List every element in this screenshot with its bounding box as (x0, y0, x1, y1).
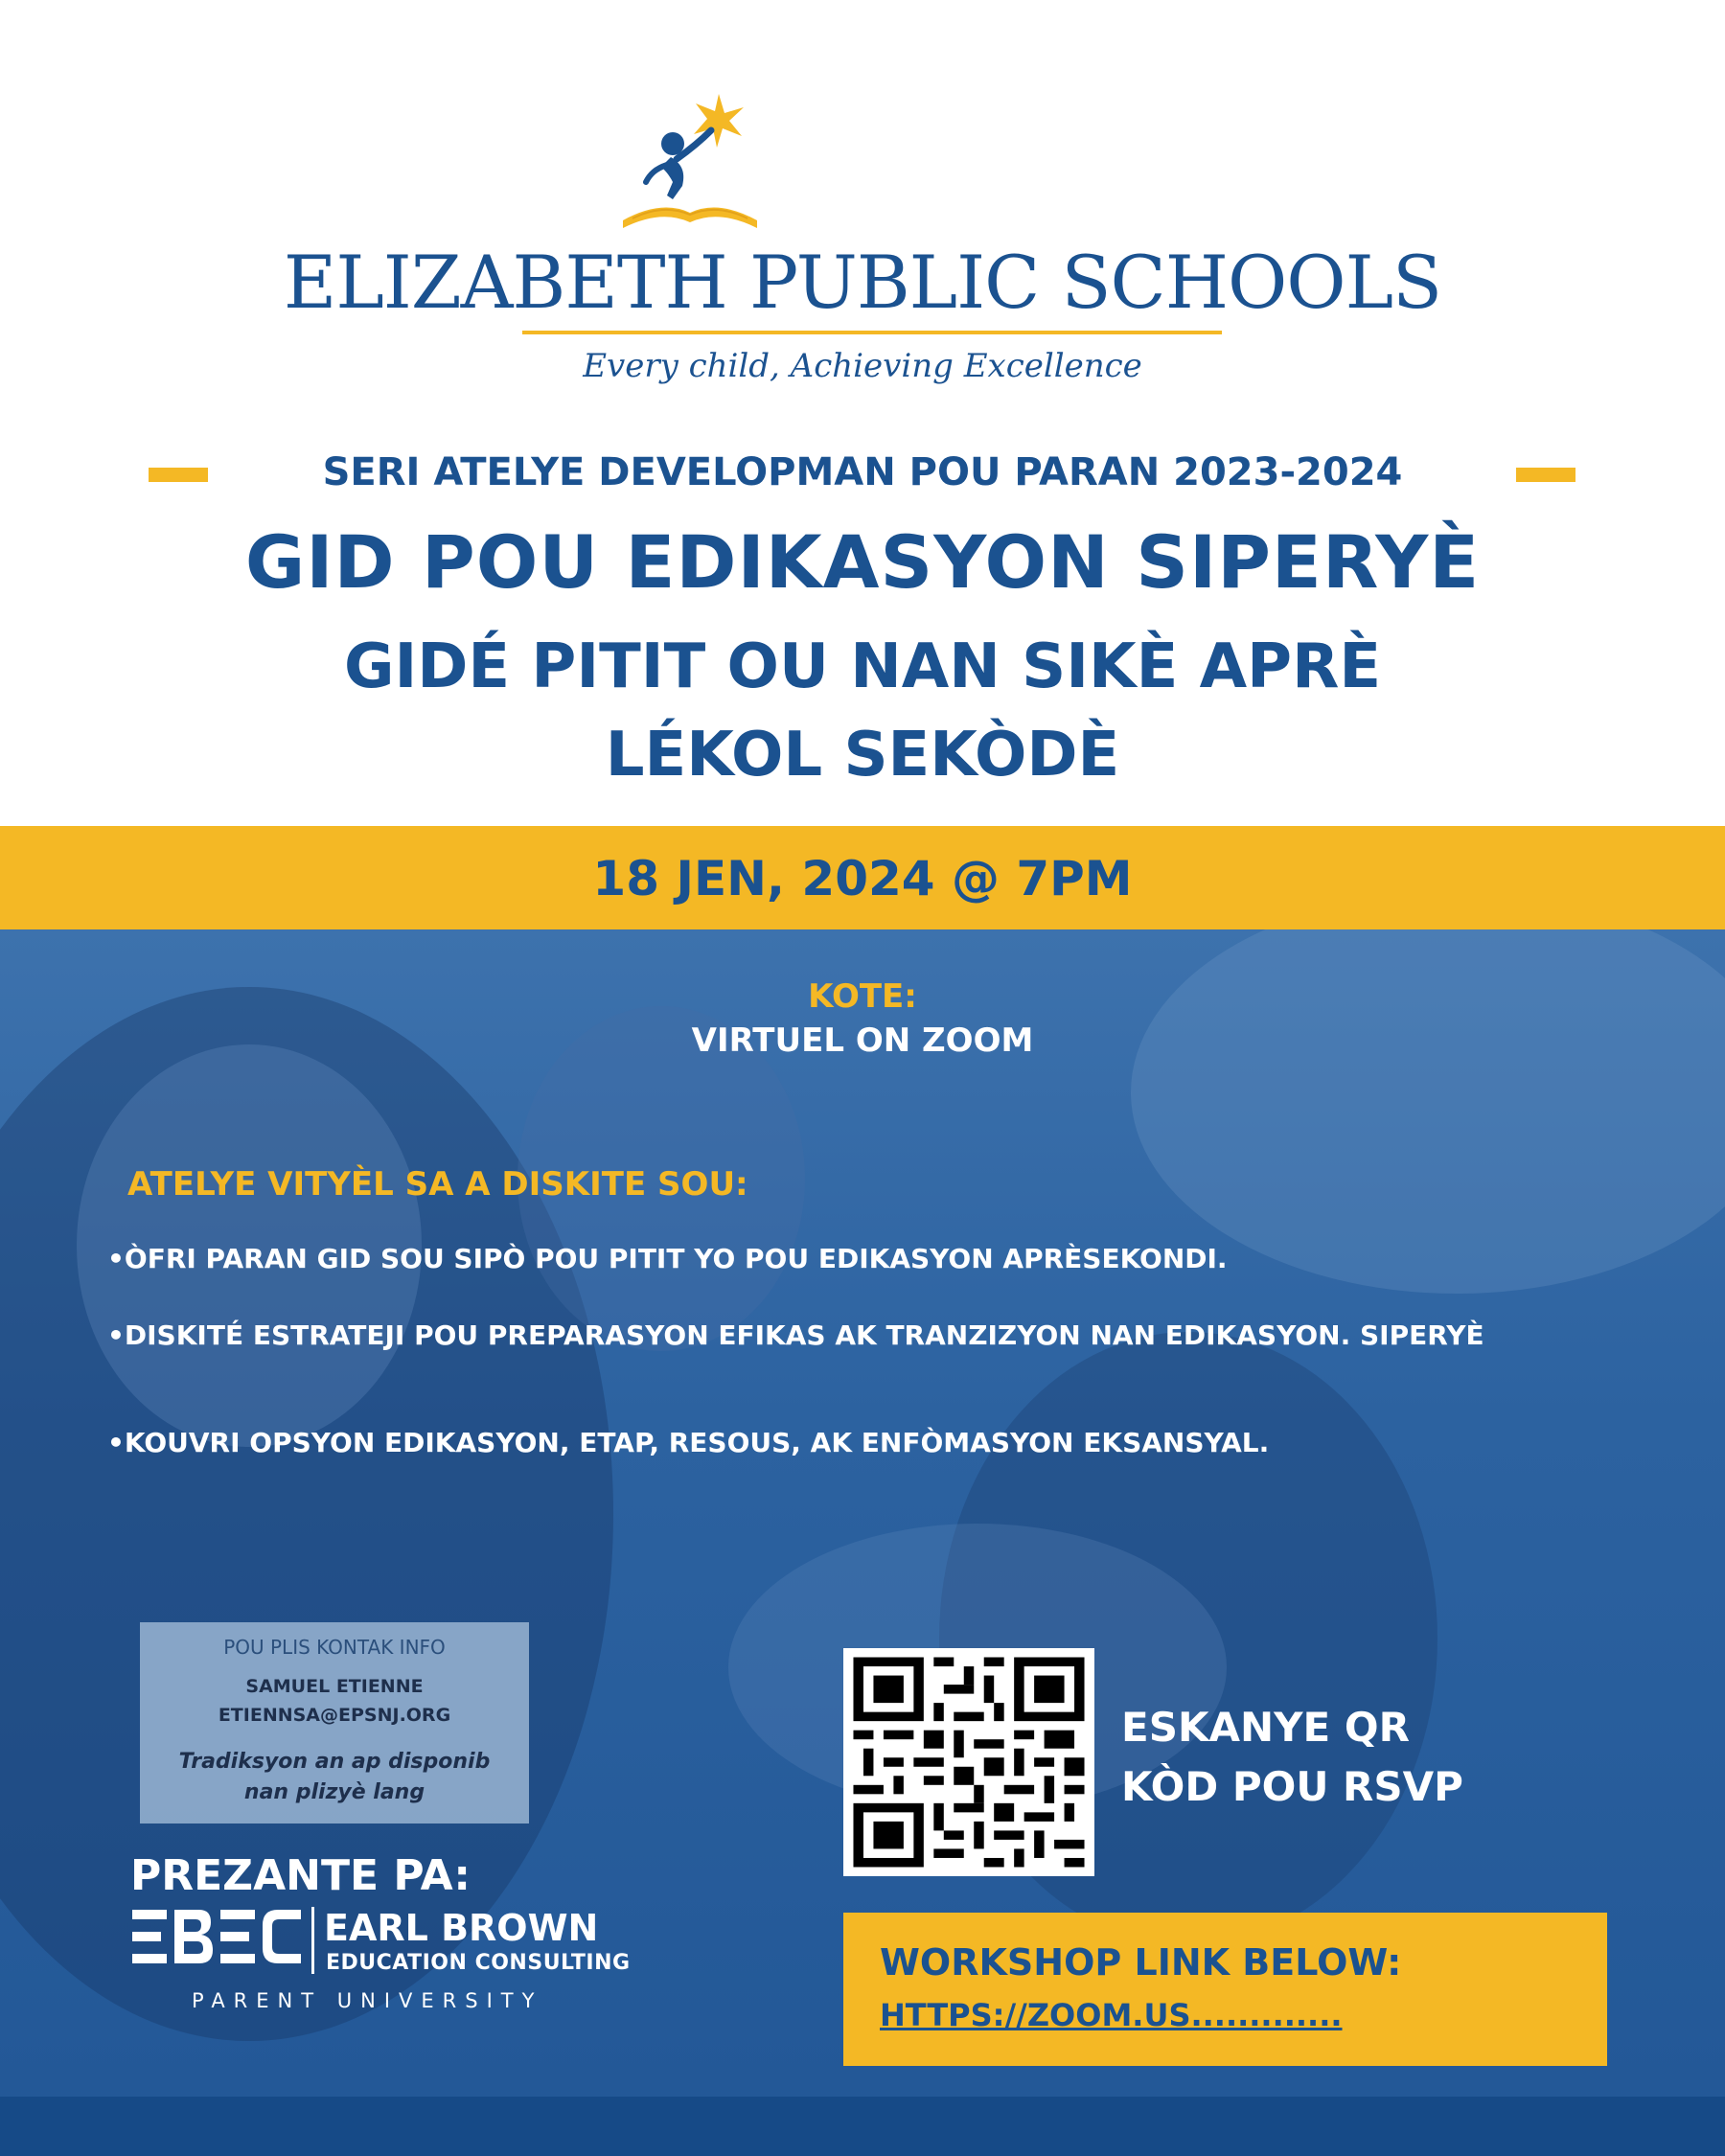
qr-instructions (1121, 1698, 1463, 1817)
location-value: VIRTUEL ON ZOOM (691, 1021, 1034, 1060)
translation-note-line-1: Tradiksyon an ap disponib (178, 1750, 491, 1774)
translation-note (140, 1747, 529, 1808)
event-date: 18 JEN, 2024 @ 7PM (592, 851, 1133, 906)
topics-heading: ATELYE VITYÈL SA A DISKITE SOU: (127, 1165, 748, 1204)
contact-name: SAMUEL ETIENNE (245, 1676, 424, 1697)
bottom-bar (0, 2097, 1725, 2156)
subtitle-line-2: LÉKOL SEKÒDÈ (605, 720, 1120, 791)
topic-item: •DISKITÉ ESTRATEJI POU PREPARASYON EFIKAS AK TRANZIZYON NAN EDIKASYON. SIPERYÈ (107, 1319, 1484, 1351)
school-name: ELIZABETH PUBLIC SCHOOLS (283, 240, 1442, 325)
workshop-link-label: WORKSHOP LINK BELOW: (880, 1941, 1402, 1984)
contact-email[interactable]: ETIENNSA@EPSNJ.ORG (218, 1705, 451, 1726)
page-subtitle (0, 623, 1725, 799)
topic-item: •KOUVRI OPSYON EDIKASYON, ETAP, RESOUS, AK ENFÒMASYON EKSANSYAL. (107, 1427, 1270, 1458)
presenter-name: EARL BROWN (324, 1907, 599, 1949)
contact-box (140, 1622, 529, 1823)
logo-divider (522, 331, 1222, 334)
school-logo-icon (613, 86, 767, 240)
topic-item: •ÒFRI PARAN GID SOU SIPÒ POU PITIT YO POU EDIKASYON APRÈSEKONDI. (107, 1243, 1228, 1274)
presenter-subtitle: EDUCATION CONSULTING (326, 1951, 631, 1975)
translation-note-line-2: nan plizyè lang (243, 1780, 426, 1804)
location-label: KOTE: (808, 977, 917, 1016)
page-title: GID POU EDIKASYON SIPERYÈ (244, 519, 1481, 605)
subtitle-line-1: GIDÉ PITIT OU NAN SIKÈ APRÈ (343, 631, 1382, 702)
qr-instructions-line-2: KÒD POU RSVP (1121, 1763, 1463, 1810)
presenter-divider (311, 1907, 314, 1974)
workshop-link-box (843, 1913, 1607, 2066)
ebec-logo-icon (132, 1910, 303, 1963)
rsvp-qr-code[interactable] (843, 1648, 1094, 1876)
presenter-program: PARENT UNIVERSITY (192, 1989, 543, 2012)
presenter-label: PREZANTE PA: (130, 1851, 472, 1900)
workshop-link[interactable]: HTTPS://ZOOM.US............. (880, 1997, 1343, 2033)
series-heading: SERI ATELYE DEVELOPMAN POU PARAN 2023-2024 (322, 450, 1403, 494)
qr-instructions-line-1: ESKANYE QR (1121, 1704, 1410, 1751)
school-tagline: Every child, Achieving Excellence (583, 347, 1142, 385)
contact-heading: POU PLIS KONTAK INFO (223, 1636, 446, 1659)
